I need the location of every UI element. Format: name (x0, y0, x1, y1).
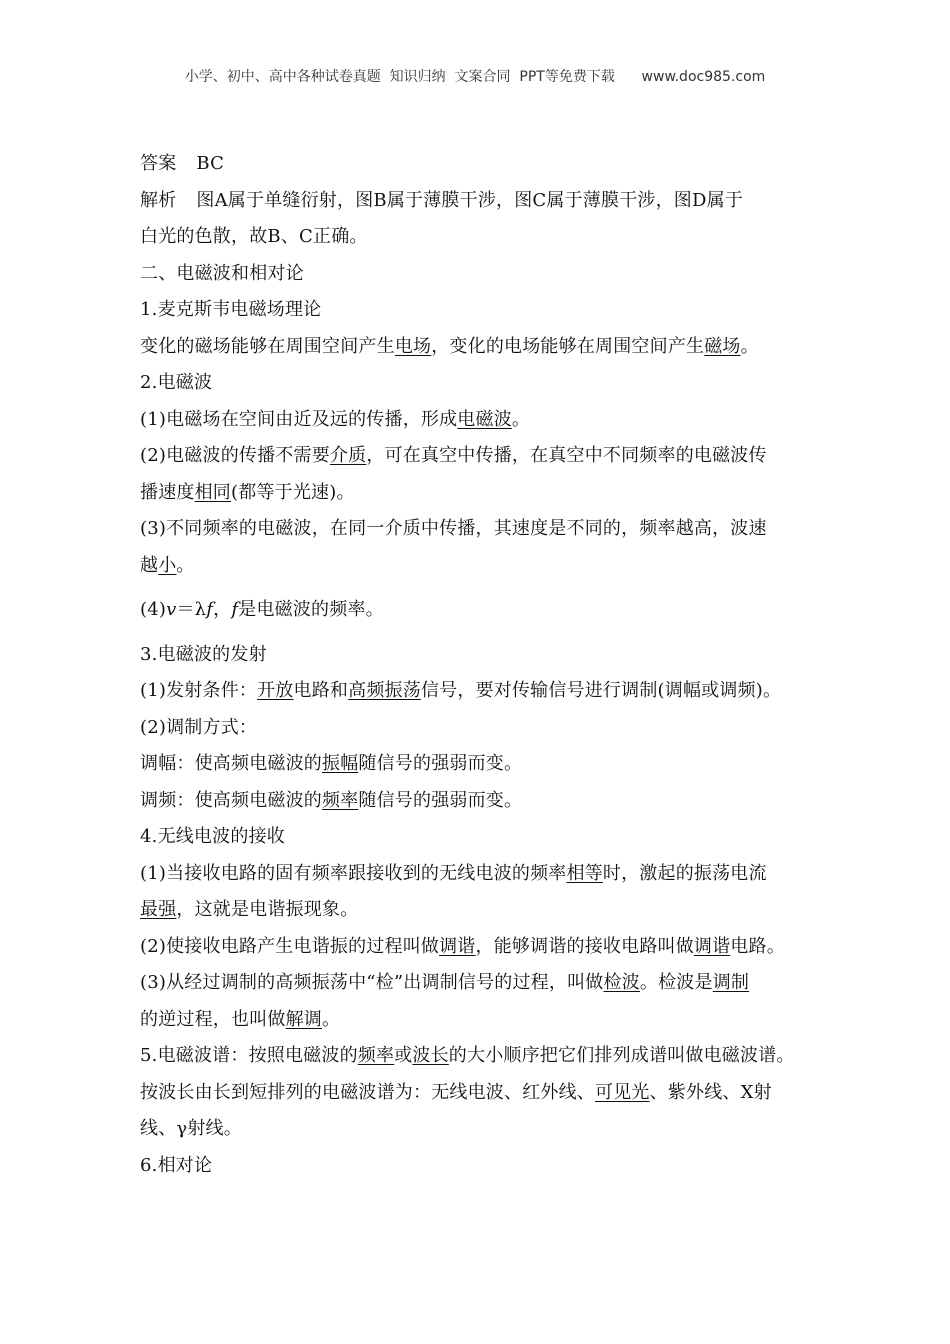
document-body (140, 146, 816, 1184)
s3-item-2: (2)调制方式： (140, 716, 258, 738)
s3-item-3 (140, 746, 816, 783)
s3-item-1 (140, 673, 816, 710)
text-span: (都等于光速)。 (231, 481, 355, 503)
text-span: (1)电磁场在空间由近及远的传播，形成 (140, 408, 458, 430)
underlined-term: 检波 (603, 972, 640, 993)
text-span: 的逆过程，也叫做 (140, 1008, 286, 1030)
s2-item-4 (140, 592, 816, 629)
s4-item-2 (140, 929, 816, 966)
answer-label: 答案 (140, 153, 177, 174)
underlined-term: 频率 (357, 1045, 395, 1066)
s4-item-1 (140, 856, 816, 929)
analysis-label: 解析 (140, 189, 177, 211)
analysis-text-1: 图A属于单缝衍射，图B属于薄膜干涉，图C属于薄膜干涉，图D属于 (196, 189, 744, 211)
text-span: 时，激起的振荡电流 (602, 862, 767, 884)
text-span: ，可在真空中传播，在真空中不同频率的电磁波传 (366, 445, 767, 466)
text-span: (3)从经过调制的高频振荡中“检”出调制信号的过程，叫做 (140, 972, 604, 993)
text-span: 电路和 (293, 680, 349, 701)
text-span: 按波长由长到短排列的电磁波谱为：无线电波、红外线、 (140, 1081, 595, 1103)
s2-title: 2.电磁波 (140, 372, 213, 393)
text-span: 调频：使高频电磁波的 (140, 789, 322, 811)
text-span: 调幅：使高频电磁波的 (140, 753, 322, 774)
s2-item-1 (140, 402, 816, 439)
text-span: 是电磁波的频率。 (238, 599, 384, 620)
underlined-term: 调谐 (439, 935, 476, 957)
s3-item-4 (140, 783, 816, 820)
text-span: ，能够调谐的接收电路叫做 (475, 935, 694, 957)
underlined-term: 磁场 (704, 335, 741, 357)
text-span: (2)使接收电路产生电谐振的过程叫做 (140, 935, 440, 957)
underlined-term: 最强 (140, 899, 177, 920)
s1-title: 1.麦克斯韦电磁场理论 (140, 299, 322, 320)
text-span: 播速度 (140, 481, 195, 503)
underlined-term: 小 (158, 554, 177, 576)
formula-operator: ＝λ (176, 599, 207, 620)
underlined-term: 介质 (329, 445, 367, 466)
text-span: ， (213, 599, 232, 620)
analysis-line-1 (140, 183, 816, 220)
s5-paragraph (140, 1038, 816, 1148)
underlined-term: 调谐 (693, 935, 731, 957)
text-span: (2)电磁波的传播不需要 (140, 445, 330, 466)
s6-title: 6.相对论 (140, 1154, 213, 1176)
formula-variable: f (231, 599, 239, 620)
underlined-term: 开放 (257, 680, 294, 701)
s3-title: 3.电磁波的发射 (140, 643, 267, 665)
section-title: 二、电磁波和相对论 (140, 262, 304, 284)
text-span: (3)不同频率的电磁波，在同一介质中传播，其速度是不同的，频率越高，波速 (140, 518, 767, 539)
underlined-term: 相等 (566, 862, 603, 884)
s4-item-3 (140, 965, 816, 1038)
text-span: 。 (511, 408, 531, 430)
formula-variable: f (206, 599, 214, 620)
text-span: ，变化的电场能够在周围空间产生 (431, 335, 705, 357)
underlined-term: 调制 (712, 972, 750, 993)
text-span: 。 (176, 554, 195, 576)
text-span: 变化的磁场能够在周围空间产生 (140, 335, 395, 357)
text-span: 5.电磁波谱：按照电磁波的 (140, 1045, 358, 1066)
analysis-line-2: 白光的色散，故B、C正确。 (140, 226, 368, 247)
underlined-term: 电场 (394, 335, 432, 357)
underlined-term: 振幅 (322, 753, 359, 774)
s1-paragraph (140, 329, 816, 366)
formula-variable: v (166, 599, 177, 620)
underlined-term: 相同 (194, 481, 232, 503)
s4-title: 4.无线电波的接收 (140, 826, 285, 847)
text-span: 的大小顺序把它们排列成谱叫做电磁波谱。 (448, 1045, 795, 1066)
text-span: 随信号的强弱而变。 (358, 789, 523, 811)
answer-value: BC (196, 153, 225, 174)
text-span: 或 (394, 1045, 413, 1066)
underlined-term: 电磁波 (457, 408, 512, 430)
answer-line (140, 146, 816, 183)
text-span: 线、γ射线。 (140, 1118, 242, 1139)
text-span: ，这就是电谐振现象。 (176, 899, 359, 920)
text-span: 、紫外线、X射 (649, 1081, 772, 1103)
s2-item-3 (140, 511, 816, 584)
underlined-term: 频率 (322, 789, 359, 811)
text-span: (1)发射条件： (140, 680, 258, 701)
s2-item-2 (140, 438, 816, 511)
text-span: 越 (140, 554, 159, 576)
text-span: 信号，要对传输信号进行调制(调幅或调频)。 (420, 680, 782, 701)
text-span: (4) (140, 599, 167, 620)
text-span: (1)当接收电路的固有频率跟接收到的无线电波的频率 (140, 862, 567, 884)
underlined-term: 波长 (412, 1045, 449, 1066)
page-header: 小学、初中、高中各种试卷真题 知识归纳 文案合同 PPT等免费下载 www.doc985.com (184, 69, 766, 85)
text-span: 。检波是 (639, 972, 713, 993)
underlined-term: 可见光 (595, 1081, 650, 1103)
text-span: 。 (740, 335, 759, 357)
underlined-term: 解调 (285, 1008, 323, 1030)
text-span: 随信号的强弱而变。 (358, 753, 523, 774)
text-span: 。 (322, 1008, 341, 1030)
underlined-term: 高频振荡 (348, 680, 421, 701)
text-span: 电路。 (730, 935, 785, 957)
